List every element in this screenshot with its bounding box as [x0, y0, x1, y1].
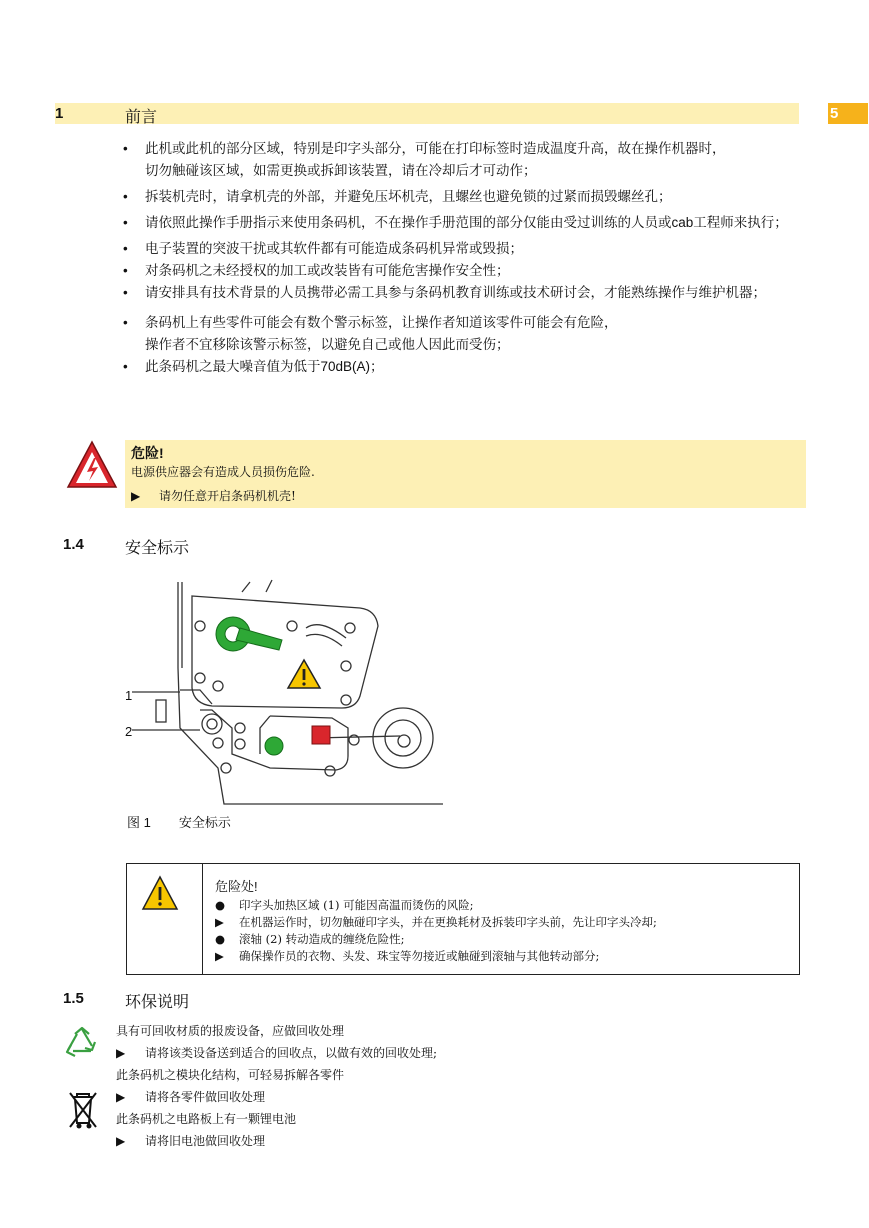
section-number: 1.5 [63, 990, 84, 1007]
env-line: 此条码机之电路板上有一颗锂电池 [116, 1112, 297, 1126]
danger-text: 电源供应器会有造成人员损伤危险. [131, 465, 315, 479]
list-item: • 此条码机之最大噪音值为低于70dB(A)； [123, 356, 853, 378]
safety-bullet-list [123, 138, 853, 378]
warning-row: ▶ 在机器运作时，切勿触碰印字头，并在更换耗材及拆装印字头前，先让印字头冷却; [215, 915, 657, 929]
list-item: • 条码机上有些零件可能会有数个警示标签，让操作者知道该零件可能会有危险， 操作者不宜移除该警示标签，以避免自己或他人因此而受伤； [123, 312, 853, 356]
section-title: 环保说明 [125, 994, 190, 1011]
printer-mechanism-figure [120, 578, 450, 808]
list-item: • 请依照此操作手册指示来使用条码机，不在操作手册范围的部分仅能由受过训练的人员或cab工程师来执行； [123, 212, 853, 234]
list-item: • 此机或此机的部分区域，特别是印字头部分，可能在打印标签时造成温度升高，故在操作机器时， 切勿触碰该区域，如需更换或拆卸该装置，请在冷却后才可动作； [123, 138, 853, 182]
section-number: 1.4 [63, 536, 84, 553]
page-number-tab: 5 [828, 103, 868, 124]
warning-content [215, 876, 657, 965]
table-divider [202, 864, 203, 974]
electric-hazard-icon [66, 440, 118, 490]
env-line: 此条码机之模块化结构，可轻易拆解各零件 [116, 1068, 345, 1082]
danger-action: ▶ 请勿任意开启条码机机壳! [131, 489, 296, 503]
environment-notes [116, 1020, 437, 1152]
list-item: • 请安排具有技术背景的人员携带必需工具参与条码机教育训练或技术研讨会，才能熟练操作与维护机器； [123, 282, 853, 304]
chapter-header-bar [55, 103, 799, 124]
warning-row: ● 印字头加热区域 (1) 可能因高温而烫伤的风险; [215, 898, 474, 912]
list-item: • 拆装机壳时，请拿机壳的外部，并避免压坏机壳，且螺丝也避免锁的过紧而损毁螺丝孔； [123, 186, 853, 208]
crossed-bin-icon [67, 1089, 99, 1131]
danger-title: 危险! [131, 445, 164, 461]
env-line: ▶ 请将该类设备送到适合的回收点，以做有效的回收处理; [116, 1046, 438, 1060]
chapter-number: 1 [55, 105, 64, 122]
chapter-title: 前言 [125, 109, 158, 126]
warning-row: ● 滚轴 (2) 转动造成的缠绕危险性; [215, 932, 405, 946]
warning-triangle-icon [141, 875, 179, 911]
warning-row: ▶ 确保操作员的衣物、头发、珠宝等勿接近或触碰到滚轴与其他转动部分; [215, 949, 600, 963]
figure-label-2: 2 [125, 724, 133, 739]
env-line: ▶ 请将旧电池做回收处理 [116, 1134, 266, 1148]
list-item: • 电子装置的突波干扰或其软件都有可能造成条码机异常或毁损； [123, 238, 853, 260]
list-item: • 对条码机之未经授权的加工或改装皆有可能危害操作安全性； [123, 260, 853, 282]
recycle-icon [61, 1026, 103, 1066]
figure-caption: 图 1 安全标示 [127, 815, 231, 830]
env-line: 具有可回收材质的报废设备，应做回收处理 [116, 1024, 345, 1038]
section-title: 安全标示 [125, 540, 190, 557]
warning-title: 危险处! [215, 879, 258, 894]
env-line: ▶ 请将各零件做回收处理 [116, 1090, 266, 1104]
arrow-marker-icon: ▶ [131, 489, 141, 503]
figure-label-1: 1 [125, 688, 133, 703]
